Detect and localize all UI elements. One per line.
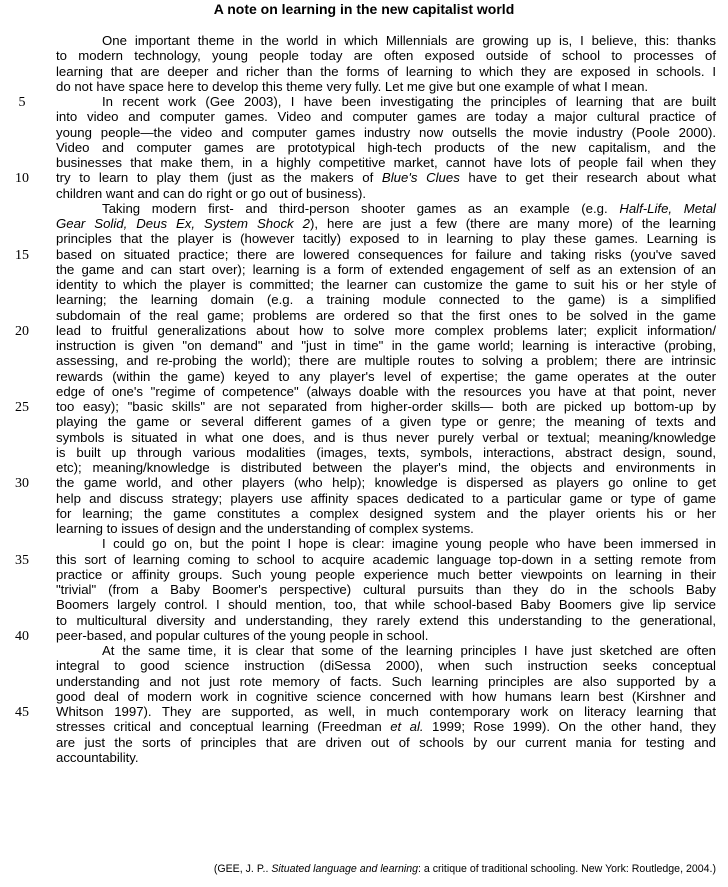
- text-line: to modern technology, young people today are often exposed outside of school to processes of: [56, 48, 716, 64]
- text-line: do not have space here to develop this theme very fully. Let me give but one example of what I mean.: [56, 78, 649, 94]
- text-line: is built up through various modalities (images, texts, symbols, interactions, abstract design, sound,: [56, 444, 716, 460]
- text-line: "trivial" (from a Baby Boomer's perspective) cultural pursuits than they do in the schools Baby: [56, 582, 716, 597]
- text-line: subdomain of the real game; problems are ordered so that the first ones to be solved in the game: [56, 307, 716, 323]
- text-line: practice or affinity groups. Such young people experience much better viewpoints on learning in their: [56, 566, 716, 582]
- text-line: etc); meaning/knowledge is distributed between the player's mind, the objects and environments in: [56, 460, 716, 475]
- text-line: businesses that make them, in a highly competitive market, cannot have lots of people fail when they: [56, 155, 716, 170]
- text-line: try to learn to play them (just as the makers of Blue's Clues have to get their research about what: [56, 170, 717, 186]
- text-line: understanding and not just rote memory of facts. Such learning principles are also supported by a: [56, 673, 716, 689]
- line-number: 45: [15, 705, 29, 720]
- text-line: Boomers largely control. I should mention, too, that while school-based Baby Boomers give lip service: [56, 597, 716, 613]
- line-number: 15: [15, 247, 29, 263]
- text-line: identity to which the player is committed; the learner can customize the game to suit his or her style of: [56, 277, 716, 292]
- text-line: learning to issues of design and the understanding of complex systems.: [56, 521, 474, 536]
- citation: (GEE, J. P.. Situated language and learning: a critique of traditional schooling. New York: Routledge, 2004.): [213, 863, 716, 875]
- text-line: learning that are deeper and richer than the forms of learning to which they are exposed in schools. I: [56, 63, 716, 79]
- document-title: A note on learning in the new capitalist world: [213, 1, 515, 17]
- text-line: instruction is given "on demand" and "just in time" in the game world; learning is interactive (probing,: [56, 338, 716, 353]
- line-number: 40: [15, 628, 29, 644]
- text-line: this sort of learning coming to school to acquire academic language top-down in a setting remote from: [56, 551, 716, 567]
- text-line: Video and computer games are prototypical high-tech products of the new capitalism, and the: [56, 139, 716, 155]
- text-line: accountability.: [56, 749, 139, 765]
- text-line: playing the game or several different games of a given type or genre; the meaning of texts and: [56, 414, 716, 430]
- text-line: the game world, and other players (who help); knowledge is dispersed as players go online to get: [56, 475, 716, 491]
- text-line: rewards (within the game) keyed to any player's level of expertise; the game operates at the outer: [56, 368, 716, 384]
- line-number: 10: [15, 171, 29, 187]
- text-line: stresses critical and conceptual learning (Freedman et al. 1999; Rose 1999). On the other hand, they: [56, 719, 717, 735]
- text-line: are just the sorts of principles that are driven out of schools by our current mania for testing and: [56, 734, 716, 750]
- text-line: for learning; the game constitutes a complex designed system and the player orients his or her: [56, 505, 716, 521]
- text-line: At the same time, it is clear that some of the learning principles I have just sketched are often: [102, 643, 716, 658]
- text-line: children want and can do right or go out of business).: [56, 185, 367, 201]
- text-line: into video and computer games. Video and computer games are today a major cultural practice of: [56, 109, 716, 125]
- text-line: Whitson 1997). They are supported, as well, in much contemporary work on literacy learning that: [56, 704, 716, 719]
- text-line: to multicultural diversity and understanding, they rarely extend this understanding to the generational,: [56, 612, 716, 628]
- text-line: I could go on, but the point I hope is clear: imagine young people who have been immersed in: [102, 536, 716, 552]
- text-line: help and discuss strategy; players use affinity spaces dedicated to a particular game or type of game: [56, 490, 716, 506]
- text-line: One important theme in the world in which Millennials are growing up is, I believe, this: thanks: [102, 33, 716, 48]
- text-line: In recent work (Gee 2003), I have been investigating the principles of learning that are built: [102, 94, 716, 109]
- text-line: integral to good science instruction (diSessa 2000), when such instruction seeks conceptual: [56, 658, 716, 674]
- text-line: based on situated practice; there are lowered consequences for failure and taking risks (you've saved: [56, 246, 716, 262]
- line-number: 5: [18, 95, 26, 110]
- line-number: 20: [15, 323, 29, 339]
- text-line: lead to fruitful generalizations about how to solve more complex problems later; explicit information/: [56, 322, 716, 338]
- line-number: 25: [15, 400, 29, 415]
- text-line: peer-based, and popular cultures of the young people in school.: [56, 627, 429, 643]
- line-number: 35: [15, 552, 29, 568]
- text-line: learning; the learning domain (e.g. a training module connected to the game) is a simplified: [56, 292, 716, 308]
- text-line: young people—the video and computer games industry now outsells the movie industry (Poole 2000).: [56, 124, 716, 140]
- line-number: 30: [15, 476, 29, 492]
- text-line: symbols is situated in what one does, and is thus never purely verbal or textual; meaning/knowledge: [56, 429, 716, 445]
- text-line: principles that the player is (however tacitly) exposed to in learning to play these games. Learning is: [56, 231, 716, 247]
- text-line: too easy); "basic skills" are not separated from higher-order skills— both are picked up bottom-up by: [56, 399, 716, 414]
- text-line: good deal of modern work in cognitive science concerned with how humans learn best (Kirshner and: [56, 688, 716, 704]
- text-line: edge of one's "regime of competence" (always doable with the resources you have at that point, never: [56, 383, 716, 399]
- text-line: Taking modern first- and third-person shooter games as an example (e.g. Half-Life, Metal: [102, 200, 716, 216]
- text-line: assessing, and re-probing the world); there are multiple routes to solving a problem; there are intrinsic: [56, 353, 716, 369]
- text-line: Gear Solid, Deus Ex, System Shock 2), here are just a few (there are many more) of the learning: [56, 216, 716, 231]
- text-line: the game and can start over); learning is a form of extended engagement of self as an extension of an: [56, 261, 716, 277]
